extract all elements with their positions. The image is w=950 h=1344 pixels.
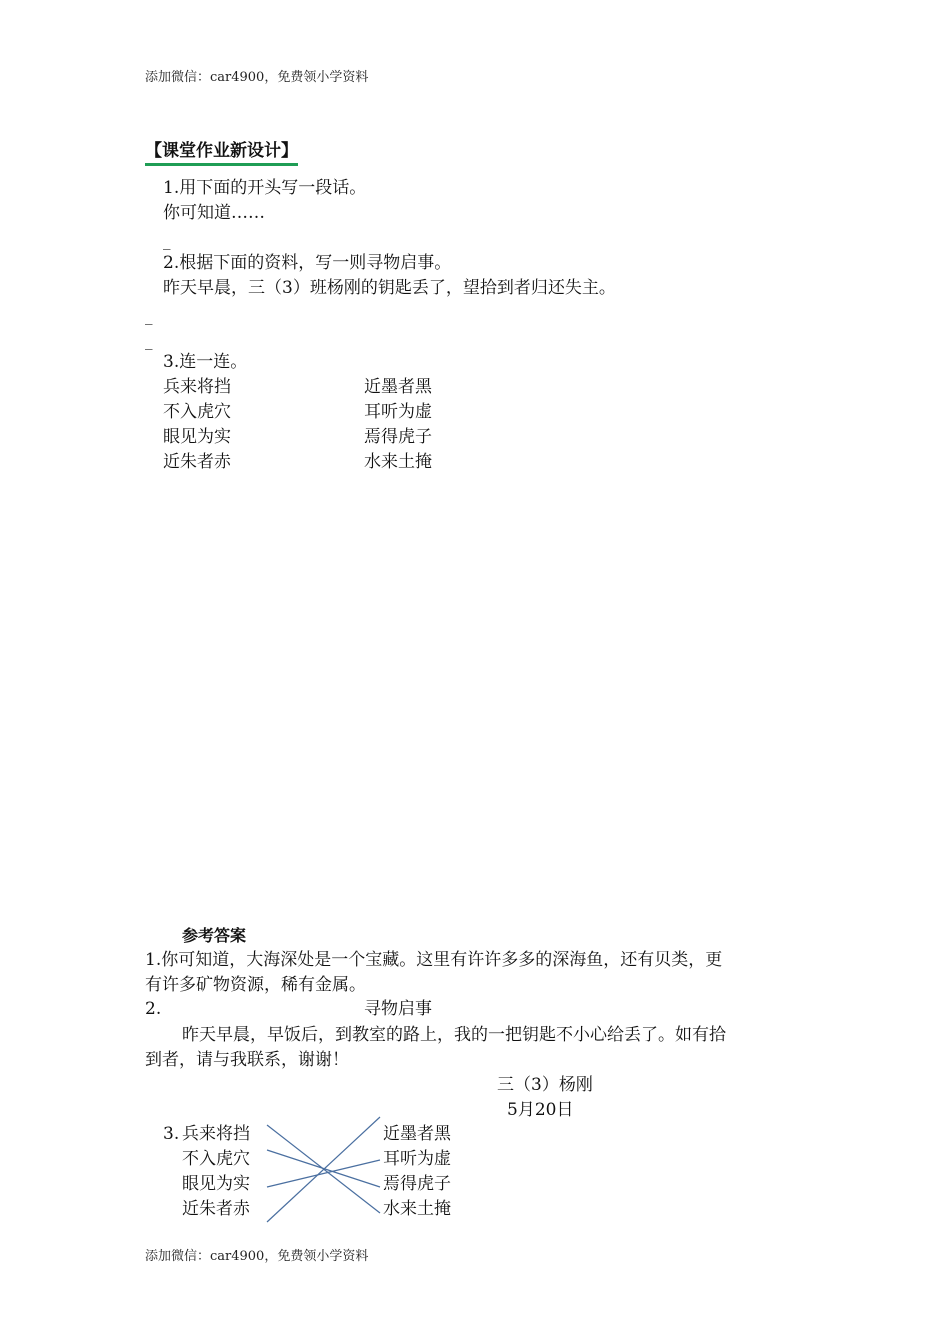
answer-3-left-2: 不入虎穴: [182, 1149, 250, 1169]
answer-2-signer: 三（3）杨刚: [497, 1075, 593, 1095]
section-title: 【课堂作业新设计】: [145, 140, 298, 166]
answer-2-title: 寻物启事: [364, 999, 432, 1019]
q1-blank: _: [163, 232, 171, 250]
answer-3-right-2: 耳听为虚: [383, 1149, 451, 1169]
q1-prompt: 你可知道……: [163, 203, 265, 223]
q2-label: 2.根据下面的资料，写一则寻物启事。: [163, 253, 452, 273]
answer-2-body-2: 到者，请与我联系，谢谢！: [145, 1050, 349, 1070]
answer-2-date: 5月20日: [507, 1100, 574, 1120]
answer-1-line-2: 有许多矿物资源，稀有金属。: [145, 975, 366, 995]
footer-note: 添加微信：car4900，免费领小学资料: [145, 1249, 369, 1264]
q3-right-4: 水来土掩: [364, 452, 432, 472]
q1-label: 1.用下面的开头写一段话。: [163, 178, 367, 198]
answer-2-number: 2.: [145, 999, 162, 1019]
q3-label: 3.连一连。: [163, 352, 248, 372]
answer-3-number: 3.: [163, 1124, 180, 1144]
answer-3-right-4: 水来土掩: [383, 1199, 451, 1219]
q3-left-3: 眼见为实: [163, 427, 231, 447]
q2-material: 昨天早晨，三（3）班杨刚的钥匙丢了，望拾到者归还失主。: [163, 278, 616, 298]
match-line-2: [267, 1150, 380, 1187]
match-line-3: [267, 1160, 380, 1187]
q3-right-2: 耳听为虚: [364, 402, 432, 422]
answer-3-right-3: 焉得虎子: [383, 1174, 451, 1194]
q2-blank-2: _: [145, 332, 153, 350]
answers-title: 参考答案: [182, 926, 247, 945]
q2-blank-1: _: [145, 307, 153, 325]
q3-left-4: 近朱者赤: [163, 452, 231, 472]
answer-3-right-1: 近墨者黑: [383, 1124, 451, 1144]
q3-left-2: 不入虎穴: [163, 402, 231, 422]
answer-1-line-1: 1.你可知道，大海深处是一个宝藏。这里有许许多多的深海鱼，还有贝类，更: [145, 950, 723, 970]
answer-3-left-3: 眼见为实: [182, 1174, 250, 1194]
answer-2-body-1: 昨天早晨，早饭后，到教室的路上，我的一把钥匙不小心给丢了。如有拾: [182, 1025, 726, 1045]
q3-left-1: 兵来将挡: [163, 377, 231, 397]
match-line-4: [267, 1117, 380, 1222]
q3-right-1: 近墨者黑: [364, 377, 432, 397]
q3-right-3: 焉得虎子: [364, 427, 432, 447]
header-note: 添加微信：car4900，免费领小学资料: [145, 70, 369, 85]
answer-3-left-1: 兵来将挡: [182, 1124, 250, 1144]
answer-3-left-4: 近朱者赤: [182, 1199, 250, 1219]
